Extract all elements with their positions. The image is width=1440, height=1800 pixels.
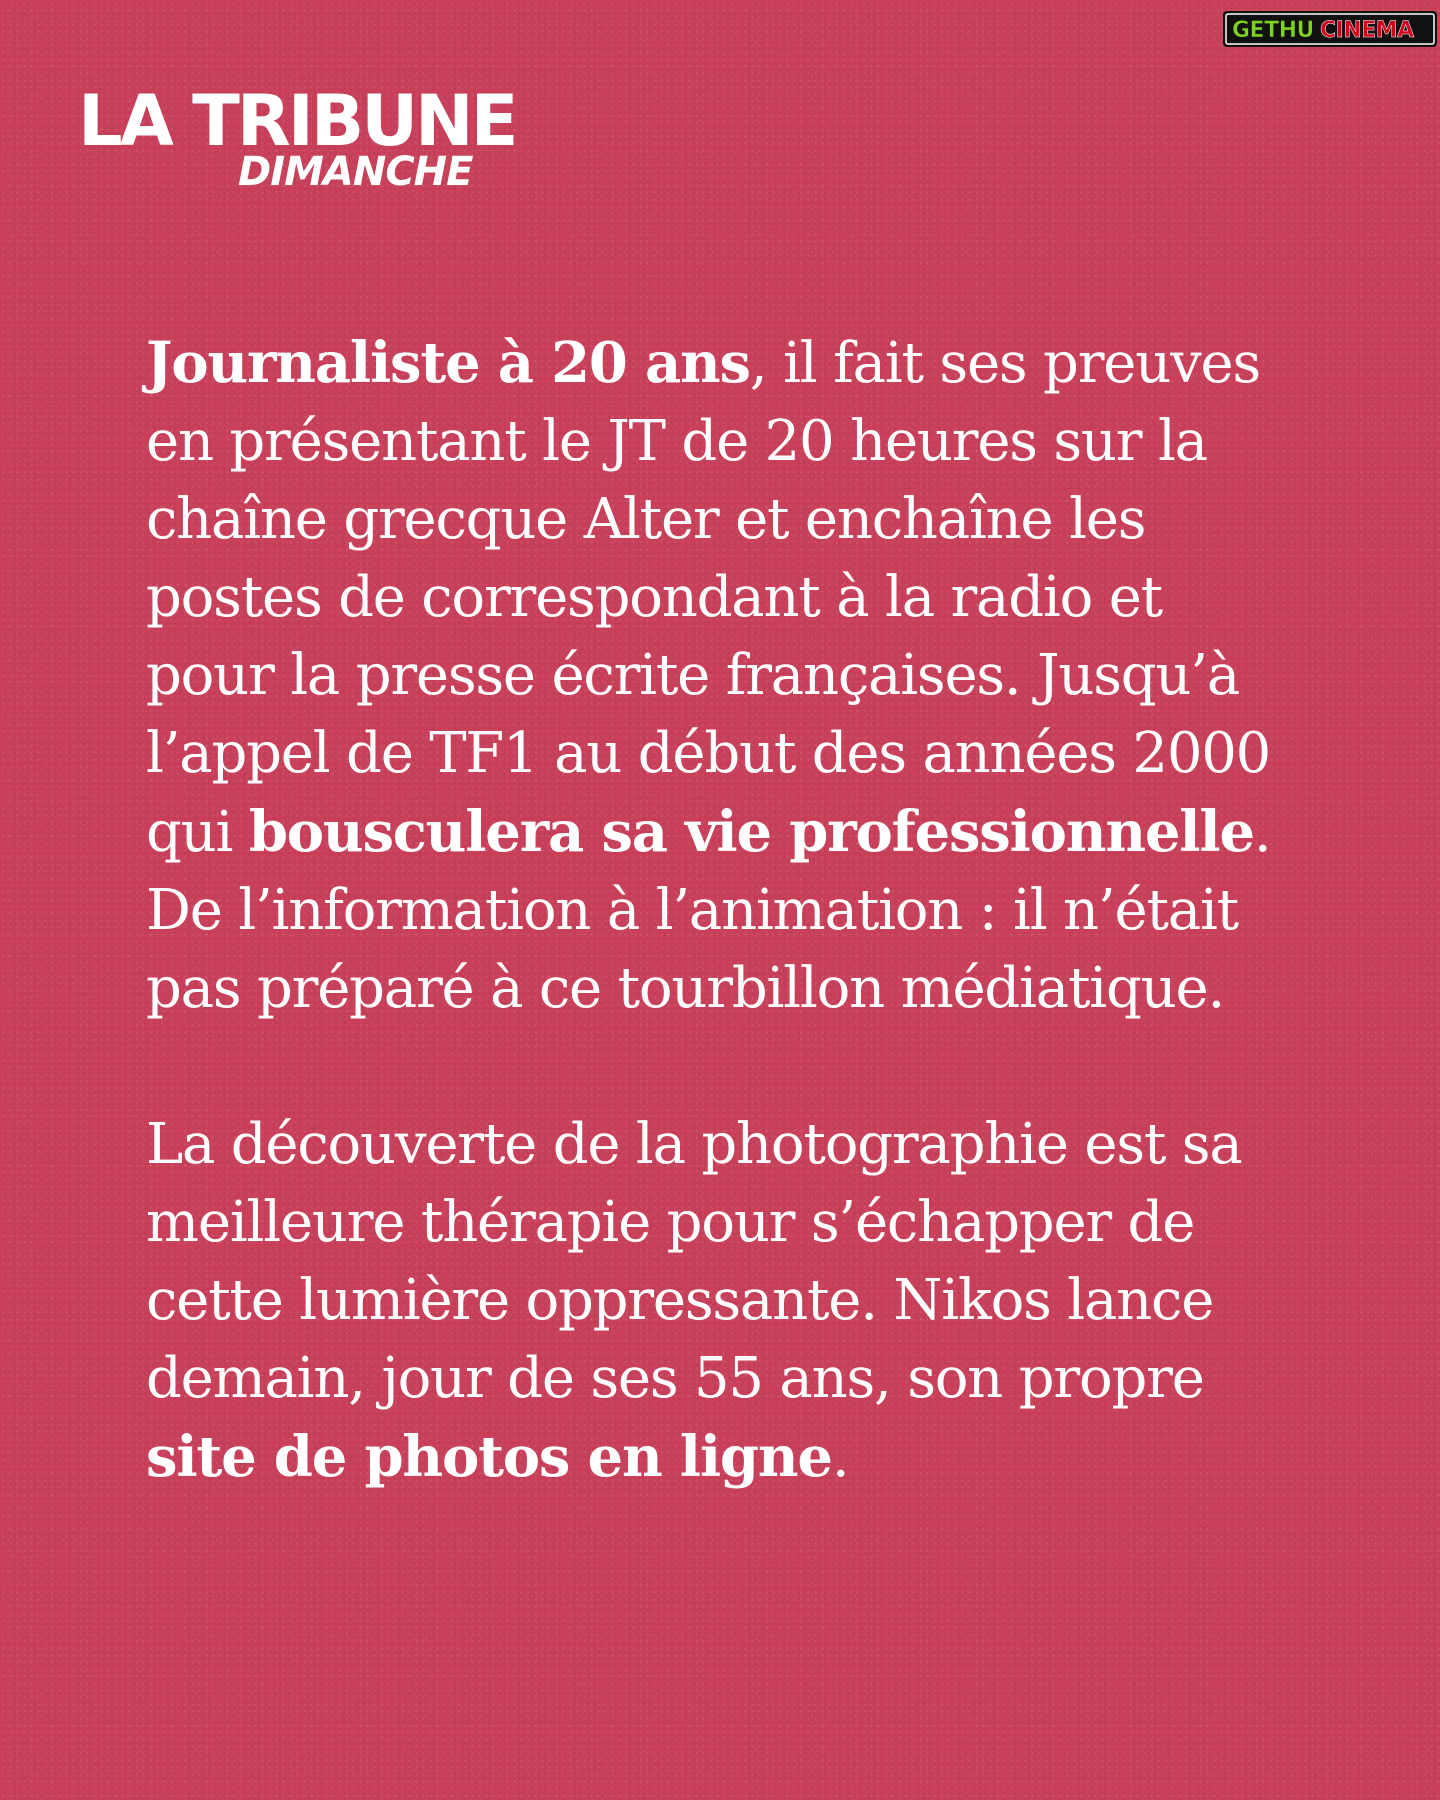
masthead-logo	[78, 80, 608, 206]
paragraph-2-text-2: .	[831, 1425, 849, 1490]
paragraph-2-text-1: La découverte de la photographie est sa meilleure thérapie pour s’échapper de cette lumière oppressante. Nikos lance demain, jour de ses 55 ans, son propre	[146, 1112, 1242, 1411]
paragraph-1-text-2: . De l’information à l’animation : il n’était pas préparé à ce tourbillon médiatique.	[146, 800, 1271, 1021]
watermark-text-part1: GETHU	[1232, 18, 1314, 43]
paragraph-1-highlight-1: Journaliste à 20 ans	[146, 330, 750, 396]
paragraph-1-text-1: , il fait ses preuves en présentant le JT de 20 heures sur la chaîne grecque Alter et enchaîne les postes de correspondant à la radio et pour la presse écrite françaises. Jusqu’à l’appel de TF1 au début des années 2000 qui	[146, 331, 1271, 865]
masthead-subtitle: DIMANCHE	[238, 149, 473, 195]
watermark-badge	[1222, 10, 1438, 48]
paragraph-1-highlight-2: bousculera sa vie professionnelle	[248, 799, 1254, 865]
paragraph-1	[146, 324, 1296, 1028]
article-body	[146, 324, 1296, 1497]
paragraph-2-highlight-1: site de photos en ligne	[146, 1424, 832, 1490]
paragraph-2	[146, 1106, 1296, 1497]
masthead-title: LA TRIBUNE	[78, 80, 516, 162]
watermark-text-part2: CINEMA	[1320, 18, 1414, 43]
watermark-logo	[1222, 10, 1438, 48]
